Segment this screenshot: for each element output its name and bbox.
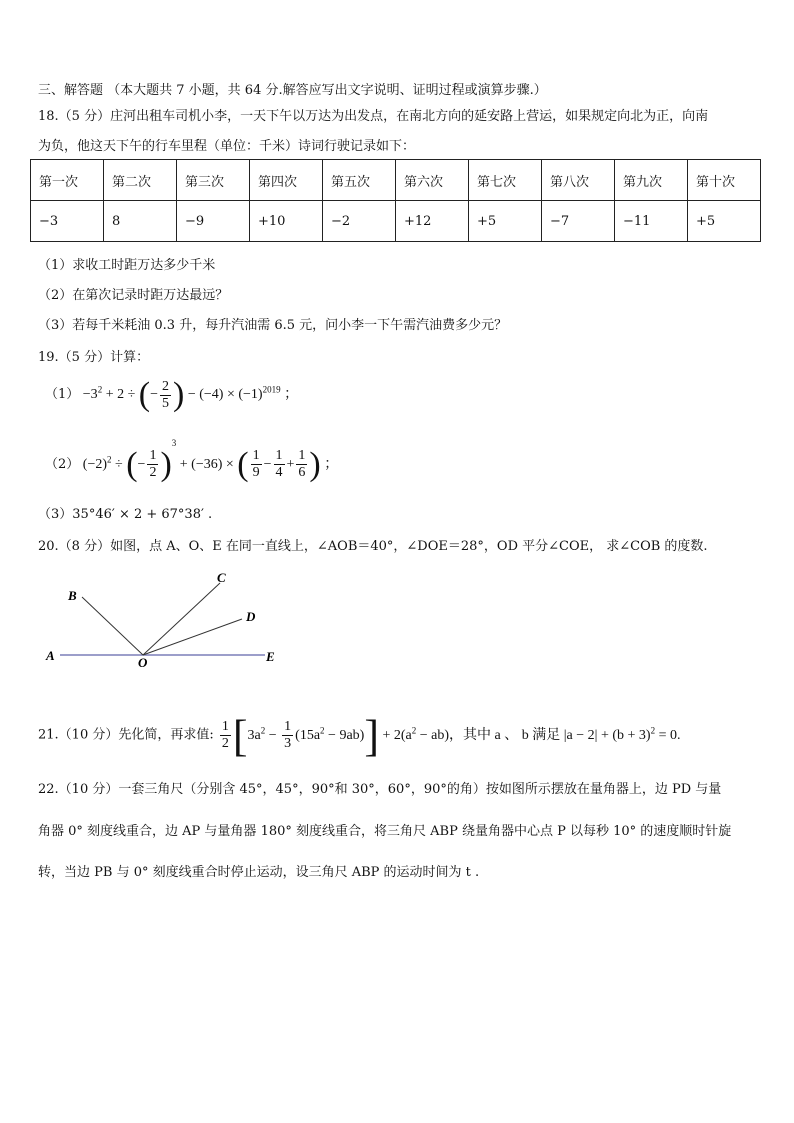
table-header-cell: 第三次 (177, 160, 250, 201)
numerator: 1 (252, 448, 260, 464)
table-cell: −9 (177, 201, 250, 242)
q19-p1-a-exp: 2 (97, 384, 103, 395)
mileage-table (30, 159, 761, 242)
q21: 21.（10 分）先化简，再求值: $\frac{1}{2}$ [$3a^2$ − $\frac{1}{3}$ $(15a^2 - 9ab)] + 2(a^2 - ab)$，其中 a 、 b 满足 $|a - 2| + (b + 3)^2 = 0$. (38, 711, 681, 760)
numerator: 1 (149, 448, 157, 464)
q19-p1-end: ； (284, 387, 299, 403)
table-cell: +5 (469, 201, 542, 242)
q19-p2-b: ÷ (115, 457, 127, 472)
label-A: A (46, 648, 55, 663)
label-B: B (68, 588, 77, 603)
fraction (160, 379, 171, 412)
left-bracket: [ (232, 711, 248, 760)
q19-p1-b: + 2 ÷ (105, 387, 139, 403)
q19-title: 19.（5 分）计算： (38, 350, 150, 365)
q19-p2-a: (−2) (82, 457, 108, 472)
table-header-cell: 第一次 (31, 160, 104, 201)
denominator: 3 (284, 736, 292, 751)
table-header-cell: 第六次 (396, 160, 469, 201)
q22-line3: 转，当边 PB 与 0° 刻度线重合时停止运动，设三角尺 ABP 的运动时间为 t . (38, 865, 480, 880)
table-header-cell: 第四次 (250, 160, 323, 201)
numerator: 1 (298, 448, 306, 464)
table-header-cell: 第十次 (688, 160, 761, 201)
q21-inner-c: − 9ab) (324, 727, 365, 743)
denominator: 4 (275, 465, 283, 481)
numerator: 1 (284, 719, 292, 734)
denominator: 9 (252, 465, 260, 481)
right-paren: ) (173, 376, 185, 413)
q19-p1-c: − (−4) × (−1) (187, 387, 263, 403)
table-cell: −11 (615, 201, 688, 242)
q21-prefix: 21.（10 分）先化简，再求值: (38, 727, 218, 743)
q19-p1-label: （1） (45, 387, 80, 403)
left-paren: ( (126, 445, 138, 483)
fraction (296, 448, 307, 481)
q21-after2-exp: 2 (650, 725, 656, 736)
denominator: 5 (162, 395, 170, 411)
angle-figure (40, 565, 290, 675)
ray-OB (82, 597, 143, 655)
label-O: O (138, 655, 148, 670)
q21-after-exp: 2 (411, 725, 417, 736)
q19-p2-end: ； (324, 457, 339, 472)
q19-p2-label: （2） (45, 457, 80, 472)
ray-OC (143, 583, 220, 655)
denominator: 2 (149, 465, 157, 481)
label-D: D (246, 609, 256, 624)
table-value-row (31, 201, 761, 242)
fraction (251, 448, 262, 481)
left-paren: ( (138, 376, 151, 413)
q21-inner-b: (15a (295, 727, 321, 743)
q20-text: 20.（8 分）如图，点 A、O、E 在同一直线上，∠AOB＝40°，∠DOE＝28°，OD 平分∠COE， 求∠COB 的度数. (38, 539, 708, 554)
q22-line2: 角器 0° 刻度线重合，边 AP 与量角器 180° 刻度线重合，将三角尺 ABP 绕量角器中心点 P 以每秒 10° 的速度顺时针旋 (38, 824, 732, 839)
table-cell: −7 (542, 201, 615, 242)
numerator: 1 (275, 448, 283, 464)
q19-part3: （3）35°46′ × 2 + 67°38′ . (38, 507, 213, 522)
fraction (147, 448, 158, 481)
table-header-cell: 第五次 (323, 160, 396, 201)
q18-sub3: （3）若每千米耗油 0.3 升，每升汽油需 6.5 元，问小李一下午需汽油费多少元？ (38, 318, 508, 333)
q21-after3: = 0. (655, 727, 681, 743)
label-E: E (266, 649, 275, 664)
q19-p1-a: −3 (82, 387, 98, 403)
table-header-row (31, 160, 761, 201)
right-bracket: ] (364, 711, 379, 760)
table-cell: −2 (323, 201, 396, 242)
q21-after2: − ab)，其中 a 、 b 满足 |a − 2| + (b + 3) (416, 727, 651, 743)
left-paren: ( (237, 445, 249, 483)
q19-part2: （2） $(-2)^2$ ÷ (− $\frac{1}{2}$ )$^3$ + (−36) × ( $\frac{1}{9}$ − $\frac{1}{4}$ + $\frac{1}{6}$ ) ； (45, 438, 339, 483)
fraction-third (282, 719, 293, 752)
numerator: 2 (162, 378, 170, 394)
q19-p2-a-exp: 2 (107, 454, 112, 465)
ray-OD (143, 619, 242, 655)
right-paren: ) (160, 445, 172, 483)
q18-intro-line2: 为负，他这天下午的行车里程（单位：千米）诗词行驶记录如下： (38, 139, 416, 154)
denominator: 2 (221, 736, 229, 751)
section-header: 三、解答题 （本大题共 7 小题，共 64 分.解答应写出文字说明、证明过程或演算步骤.） (38, 83, 547, 98)
table-cell: −3 (31, 201, 104, 242)
table-cell: +10 (250, 201, 323, 242)
table-header-cell: 第七次 (469, 160, 542, 201)
table-cell: +12 (396, 201, 469, 242)
q18-intro-line1: 18.（5 分）庄河出租车司机小李，一天下午以万达为出发点，在南北方向的延安路上营运，如果规定向北为正，向南 (38, 109, 709, 124)
q18-sub2: （2）在第次记录时距万达最远？ (38, 288, 229, 303)
q19-p2-c: + (−36) × (179, 457, 238, 472)
table-cell: +5 (688, 201, 761, 242)
fraction-half (220, 719, 231, 752)
q19-p2-b-exp: 3 (171, 438, 177, 448)
q21-inner-b-exp: 2 (320, 725, 325, 736)
label-C: C (217, 570, 226, 585)
denominator: 6 (298, 465, 306, 481)
q18-sub1: （1）求收工时距万达多少千米 (38, 258, 216, 273)
table-cell: 8 (104, 201, 177, 242)
numerator: 1 (221, 719, 229, 734)
q22-line1: 22.（10 分）一套三角尺（分别含 45°，45°，90°和 30°，60°，90°的角）按如图所示摆放在量角器上，边 PD 与量 (38, 782, 722, 797)
table-header-cell: 第八次 (542, 160, 615, 201)
table-header-cell: 第九次 (615, 160, 688, 201)
q19-p1-c-exp: 2019 (262, 384, 281, 395)
right-paren: ) (309, 445, 321, 483)
q21-inner-a: 3a (247, 727, 261, 743)
q21-inner-a-exp: 2 (260, 725, 266, 736)
q19-part1: $(1) -3^2 + 2$ ÷ (− $\frac{2}{5}$ ) − $(-4) \times (-1)^{2019}$ ； (45, 376, 299, 413)
q21-after: + 2(a (378, 727, 412, 743)
table-header-cell: 第二次 (104, 160, 177, 201)
fraction (274, 448, 285, 481)
